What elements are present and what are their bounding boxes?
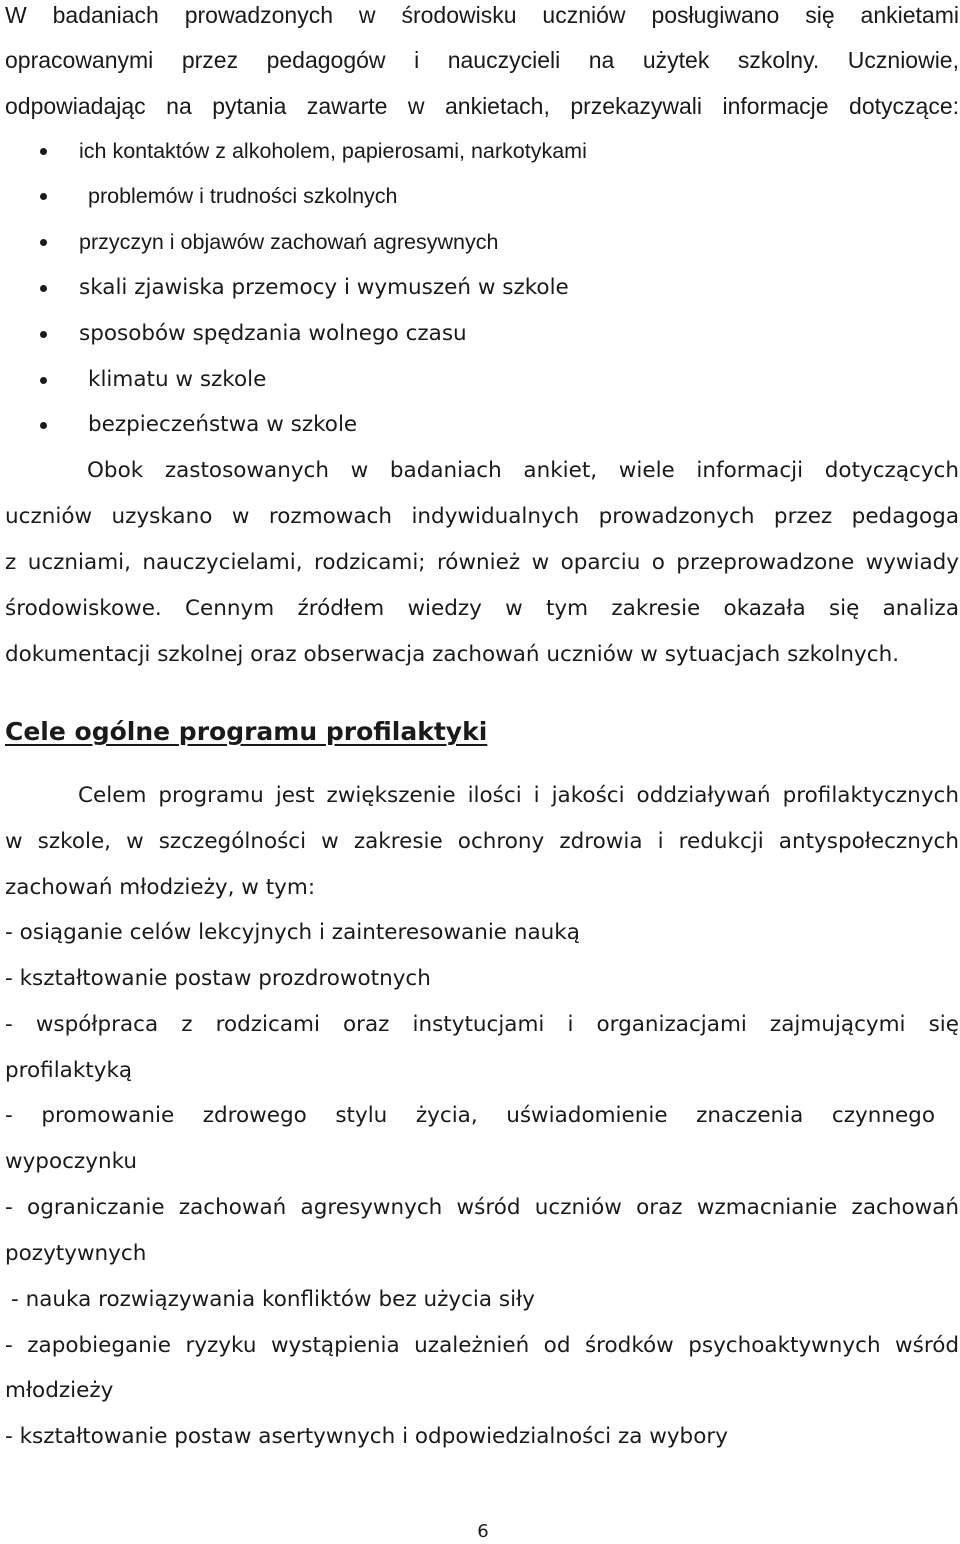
bullet-icon bbox=[40, 377, 47, 384]
goal-line: młodzieży bbox=[5, 1378, 114, 1403]
list-item bbox=[0, 365, 960, 395]
bullet-icon bbox=[40, 148, 47, 155]
goal-line: - promowanie zdrowego stylu życia, uświadomienie znaczenia czynnego bbox=[5, 1103, 935, 1128]
intro-line: odpowiadając na pytania zawarte w ankietach, przekazywali informacje dotyczące: bbox=[5, 93, 959, 119]
goal-line: - ograniczanie zachowań agresywnych wśród uczniów oraz wzmacnianie zachowań bbox=[5, 1195, 959, 1220]
goal-line: pozytywnych bbox=[5, 1241, 147, 1266]
paragraph-line: z uczniami, nauczycielami, rodzicami; również w oparciu o przeprowadzone wywiady bbox=[5, 550, 959, 575]
list-item bbox=[0, 227, 960, 257]
bullet-icon bbox=[40, 285, 47, 292]
section-heading: Cele ogólne programu profilaktyki bbox=[5, 717, 488, 746]
bullet-icon bbox=[40, 239, 47, 246]
list-item-text: ich kontaktów z alkoholem, papierosami, narkotykami bbox=[79, 139, 587, 163]
paragraph-line: środowiskowe. Cennym źródłem wiedzy w tym zakresie okazała się analiza bbox=[5, 596, 959, 621]
paragraph-line: dokumentacji szkolnej oraz obserwacja zachowań uczniów w sytuacjach szkolnych. bbox=[5, 642, 900, 667]
bullet-icon bbox=[40, 331, 47, 338]
goal-line: wypoczynku bbox=[5, 1149, 137, 1174]
goal-line: - kształtowanie postaw prozdrowotnych bbox=[5, 966, 431, 991]
list-item bbox=[0, 181, 960, 211]
list-item-text: klimatu w szkole bbox=[88, 367, 267, 392]
list-item bbox=[0, 410, 960, 440]
goal-line: - zapobieganie ryzyku wystąpienia uzależnień od środków psychoaktywnych wśród bbox=[5, 1333, 959, 1358]
list-item-text: sposobów spędzania wolnego czasu bbox=[79, 321, 467, 346]
list-item-text: skali zjawiska przemocy i wymuszeń w szkole bbox=[79, 275, 569, 300]
goal-line: - nauka rozwiązywania konfliktów bez użycia siły bbox=[11, 1287, 535, 1312]
goal-line: - osiąganie celów lekcyjnych i zainteresowanie nauką bbox=[5, 920, 580, 945]
goal-line: - kształtowanie postaw asertywnych i odpowiedzialności za wybory bbox=[5, 1424, 728, 1449]
intro-line: W badaniach prowadzonych w środowisku uczniów posługiwano się ankietami bbox=[5, 2, 959, 28]
list-item-text: problemów i trudności szkolnych bbox=[88, 184, 398, 208]
list-item bbox=[0, 273, 960, 303]
list-item bbox=[0, 319, 960, 349]
bullet-icon bbox=[40, 193, 47, 200]
goal-line: zachowań młodzieży, w tym: bbox=[5, 875, 316, 900]
goal-line: - współpraca z rodzicami oraz instytucjami i organizacjami zajmującymi się bbox=[5, 1012, 959, 1037]
list-item-text: przyczyn i objawów zachowań agresywnych bbox=[79, 230, 499, 254]
page-number: 6 bbox=[477, 1521, 489, 1542]
paragraph-line: Obok zastosowanych w badaniach ankiet, wiele informacji dotyczących bbox=[87, 458, 959, 483]
list-item-text: bezpieczeństwa w szkole bbox=[88, 412, 358, 437]
paragraph-line: uczniów uzyskano w rozmowach indywidualnych prowadzonych przez pedagoga bbox=[5, 504, 959, 529]
bullet-icon bbox=[40, 422, 47, 429]
goal-line: Celem programu jest zwiększenie ilości i jakości oddziaływań profilaktycznych bbox=[78, 783, 959, 808]
goal-line: w szkole, w szczególności w zakresie ochrony zdrowia i redukcji antyspołecznych bbox=[5, 829, 959, 854]
goal-line: profilaktyką bbox=[5, 1058, 133, 1083]
intro-line: opracowanymi przez pedagogów i nauczycieli na użytek szkolny. Uczniowie, bbox=[5, 47, 959, 73]
list-item bbox=[0, 136, 960, 166]
